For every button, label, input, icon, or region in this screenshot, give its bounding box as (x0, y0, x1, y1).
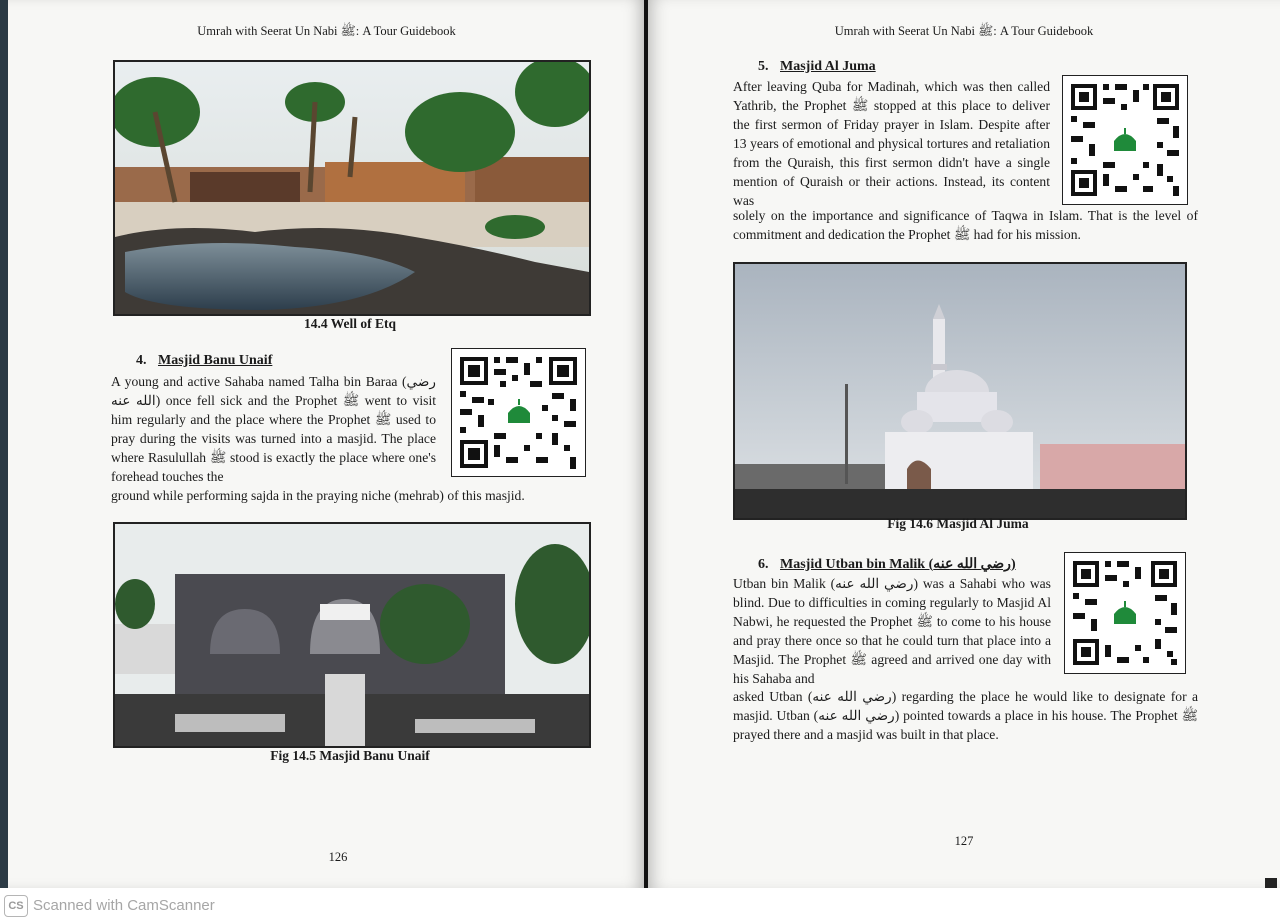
photo-well-of-etq (113, 60, 591, 316)
section-text-banu-unaif-continued: ground while performing sajda in the praying niche (mehrab) of this masjid. (111, 488, 525, 503)
section-title: Masjid Banu Unaif (158, 353, 273, 368)
section-heading-al-juma (758, 59, 876, 75)
qr-code-utban-bin-malik[interactable] (1064, 552, 1186, 674)
section-number: 6. (758, 557, 769, 572)
section-text-banu-unaif: A young and active Sahaba named Talha bin Baraa (رضي الله عنه) once fell sick and the Prophet ﷺ went to visit him regularly and the place where the Prophet ﷺ used to pray during the visits was turned into a masjid. The place where Rasulullah ﷺ stood is exactly the place where one's forehead touches the (111, 374, 437, 484)
section-heading-banu-unaif (136, 353, 272, 369)
section-text-utban-bin-malik-continued: asked Utban (رضي الله عنه) regarding the place he would like to designate for a masjid. Utban (رضي الله عنه) pointed towards a place in his house. The Prophet ﷺ prayed there and a masjid was built in that place. (733, 689, 1198, 742)
figure-caption-well-of-etq: 14.4 Well of Etq (303, 316, 396, 331)
page-number-left: 126 (328, 850, 348, 864)
left-page (8, 0, 645, 888)
section-text-al-juma-continued: solely on the importance and significance of Taqwa in Islam. That is the level of commitment and dedication the Prophet ﷺ had for his mission. (733, 208, 1198, 242)
section-heading-utban-bin-malik (758, 556, 1016, 573)
corner-mark (1265, 878, 1277, 888)
right-page (648, 0, 1280, 888)
figure-caption-masjid-banu-unaif: Fig 14.5 Masjid Banu Unaif (270, 748, 430, 763)
qr-code-al-juma[interactable] (1062, 75, 1188, 205)
photo-masjid-banu-unaif (113, 522, 591, 748)
photo-masjid-al-juma (733, 262, 1187, 520)
section-title: Masjid Al Juma (780, 59, 876, 74)
section-text-al-juma: After leaving Quba for Madinah, which was then called Yathrib, the Prophet ﷺ stopped at this place to deliver the first sermon of Friday prayer in Islam. Despite after 13 years of emotional and physical tortures and retaliation from the Quraish, this first sermon didn't have a single mention of Quraish or their actions. Instead, its content was (733, 79, 1050, 208)
section-number: 5. (758, 59, 769, 74)
camscanner-logo: CS (4, 895, 28, 917)
section-text-utban-bin-malik: Utban bin Malik (رضي الله عنه) was a Sahabi who was blind. Due to difficulties in coming regularly to Masjid Al Nabwi, he requested the Prophet ﷺ to come to his house and pray there once so that he could turn that place into a Masjid. The Prophet ﷺ agreed and arrived one day with his Sahaba and (733, 576, 1052, 686)
figure-caption-masjid-al-juma: Fig 14.6 Masjid Al Juma (887, 516, 1029, 531)
page-number-right: 127 (954, 834, 974, 848)
section-number: 4. (136, 353, 147, 368)
section-title: Masjid Utban bin Malik (رضي الله عنه) (780, 557, 1016, 572)
running-head-left: Umrah with Seerat Un Nabi ﷺ: A Tour Guidebook (197, 24, 456, 38)
running-head-right: Umrah with Seerat Un Nabi ﷺ: A Tour Guidebook (834, 24, 1094, 38)
camscanner-watermark-text: Scanned with CamScanner (33, 897, 215, 914)
qr-code-banu-unaif[interactable] (451, 348, 586, 477)
